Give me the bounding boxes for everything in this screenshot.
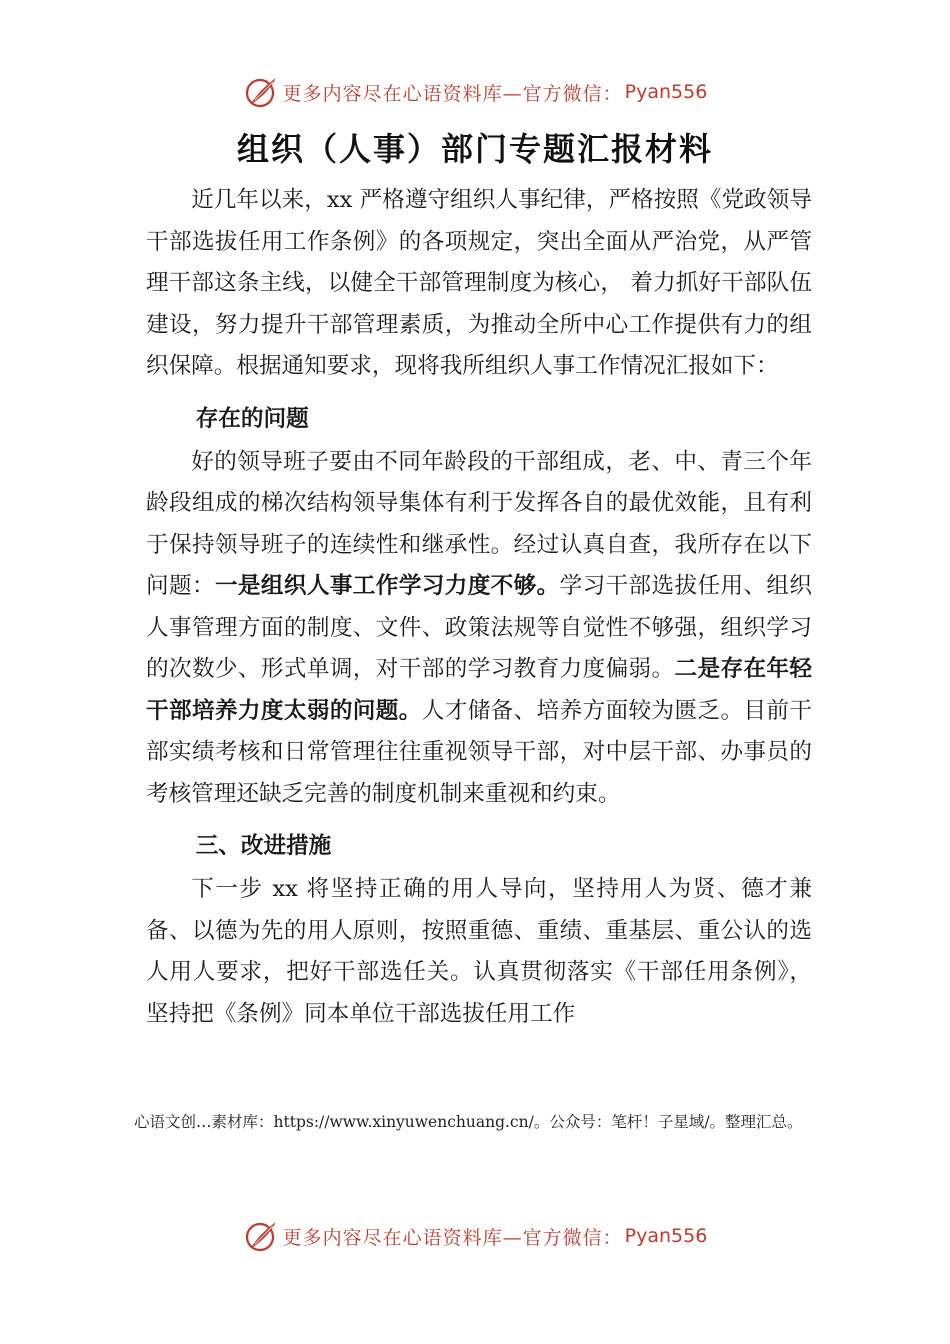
intro-paragraph: 近几年以来，xx 严格遵守组织人事纪律，严格按照《党政领导干部选拔任用工作条例》的各项规定，突出全面从严治党，从严管理干部这条主线，以健全干部管理制度为核心， 着力抓好干部队伍建设，努力提升干部管理素质，为推动全所中心工作提供有力的组织保障。根据通知要求，现将我所组织人事工作情况汇报如下： [146,187,812,379]
feather-logo-icon [243,74,279,110]
footnote: 心语文创…素材库：https://www.xinyuwenchuang.cn/。公众号：笔杆！子星域/。整理汇总。 [134,1113,803,1131]
header-banner [0,70,950,114]
measures-paragraph: 下一步 xx 将坚持正确的用人导向，坚持用人为贤、德才兼备、以德为先的用人原则，按照重德、重绩、重基层、重公认的选人用人要求，把好干部选任关。认真贯彻落实《干部任用条例》，坚持把《条例》同本单位干部选拔任用工作 [146,876,812,1027]
banner-text: 更多内容尽在心语资料库—官方微信： [282,82,623,105]
problems-text-a: 好的领导班子要由不同年龄段的干部组成，老、中、青三个年龄段组成的梯次结构领导集体有利于发挥各自的最优效能，且有利于保持领导班子的连续性和继承性。经过认真自查，我所存在以下问题： [146,448,812,599]
section-heading-measures: 三、改进措施 [195,833,332,859]
banner-wechat-id: Pyan556 [624,81,708,103]
banner-text: 更多内容尽在心语资料库—官方微信： [282,1226,623,1249]
document-title: 组织（人事）部门专题汇报材料 [236,130,713,168]
footer-banner [0,1214,950,1258]
problems-text-c: 人才储备、培养方面较为匮乏。目前干部实绩考核和日常管理往往重视领导干部，对中层干部、办事员的考核管理还缺乏完善的制度机制来重视和约束。 [146,697,813,807]
document-body [146,180,812,1035]
banner-wechat-id: Pyan556 [624,1225,708,1247]
problem-two-bold: 二是存在年轻干部培养力度太弱的问题。 [146,656,813,724]
feather-logo-icon [243,1218,279,1254]
section-heading-problems: 存在的问题 [195,405,309,432]
problem-one-bold: 一是组织人事工作学习力度不够。 [214,573,560,599]
problems-text-b: 学习干部选拔任用、组织人事管理方面的制度、文件、政策法规等自觉性不够强，组织学习的次数少、形式单调，对干部的学习教育力度偏弱。 [146,573,813,682]
problems-paragraph [146,442,812,816]
